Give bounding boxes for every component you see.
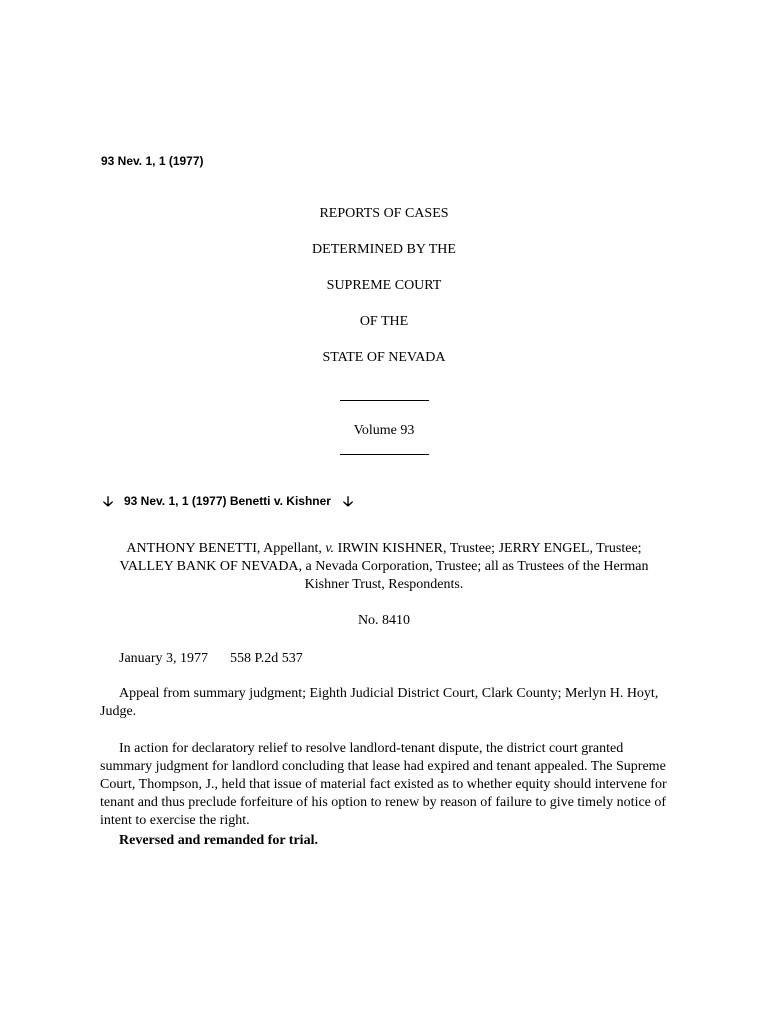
parties-suffix: IRWIN KISHNER, Trustee; JERRY ENGEL, Trustee; VALLEY BANK OF NEVADA, a Nevada Corporation, Trustee; all as Trustees of the Herman Kishner Trust, Respondents. xyxy=(119,541,649,592)
title-line-determined: DETERMINED BY THE xyxy=(312,242,456,257)
case-header-title: 93 Nev. 1, 1 (1977) Benetti v. Kishner xyxy=(124,494,331,508)
title-rule-top xyxy=(340,400,429,401)
title-line-supreme-court: SUPREME COURT xyxy=(326,278,442,293)
docket-number: No. 8410 xyxy=(357,613,411,628)
parties-prefix: ANTHONY BENETTI, Appellant, xyxy=(126,541,326,556)
arrow-down-icon: 🡣 xyxy=(102,493,114,509)
arrow-down-icon: 🡣 xyxy=(342,493,354,509)
case-header xyxy=(101,494,355,508)
title-line-reports: REPORTS OF CASES xyxy=(319,206,449,221)
volume-label: Volume 93 xyxy=(353,423,415,438)
decision-date-line xyxy=(119,650,303,668)
title-line-state: STATE OF NEVADA xyxy=(322,350,446,365)
reporter-citation: 558 P.2d 537 xyxy=(230,651,303,666)
decision-date: January 3, 1977 xyxy=(119,651,209,666)
title-line-of-the: OF THE xyxy=(359,314,409,329)
title-rule-bottom xyxy=(340,454,429,455)
appeal-paragraph: Appeal from summary judgment; Eighth Judicial District Court, Clark County; Merlyn H. Hoyt, Judge. xyxy=(100,686,659,719)
disposition: Reversed and remanded for trial. xyxy=(119,833,318,848)
case-parties xyxy=(100,540,668,594)
summary-paragraph: In action for declaratory relief to resolve landlord-tenant dispute, the district court granted summary judgment for landlord concluding that lease had expired and tenant appealed. The Supreme Court, Thompson, J., held that issue of material fact existed as to whether equity should intervene for tenant and thus preclude forfeiture of his option to renew by reason of failure to give timely notice of intent to exercise the right. xyxy=(100,741,667,828)
parties-versus: v. xyxy=(325,541,335,556)
page-citation: 93 Nev. 1, 1 (1977) xyxy=(101,154,204,168)
